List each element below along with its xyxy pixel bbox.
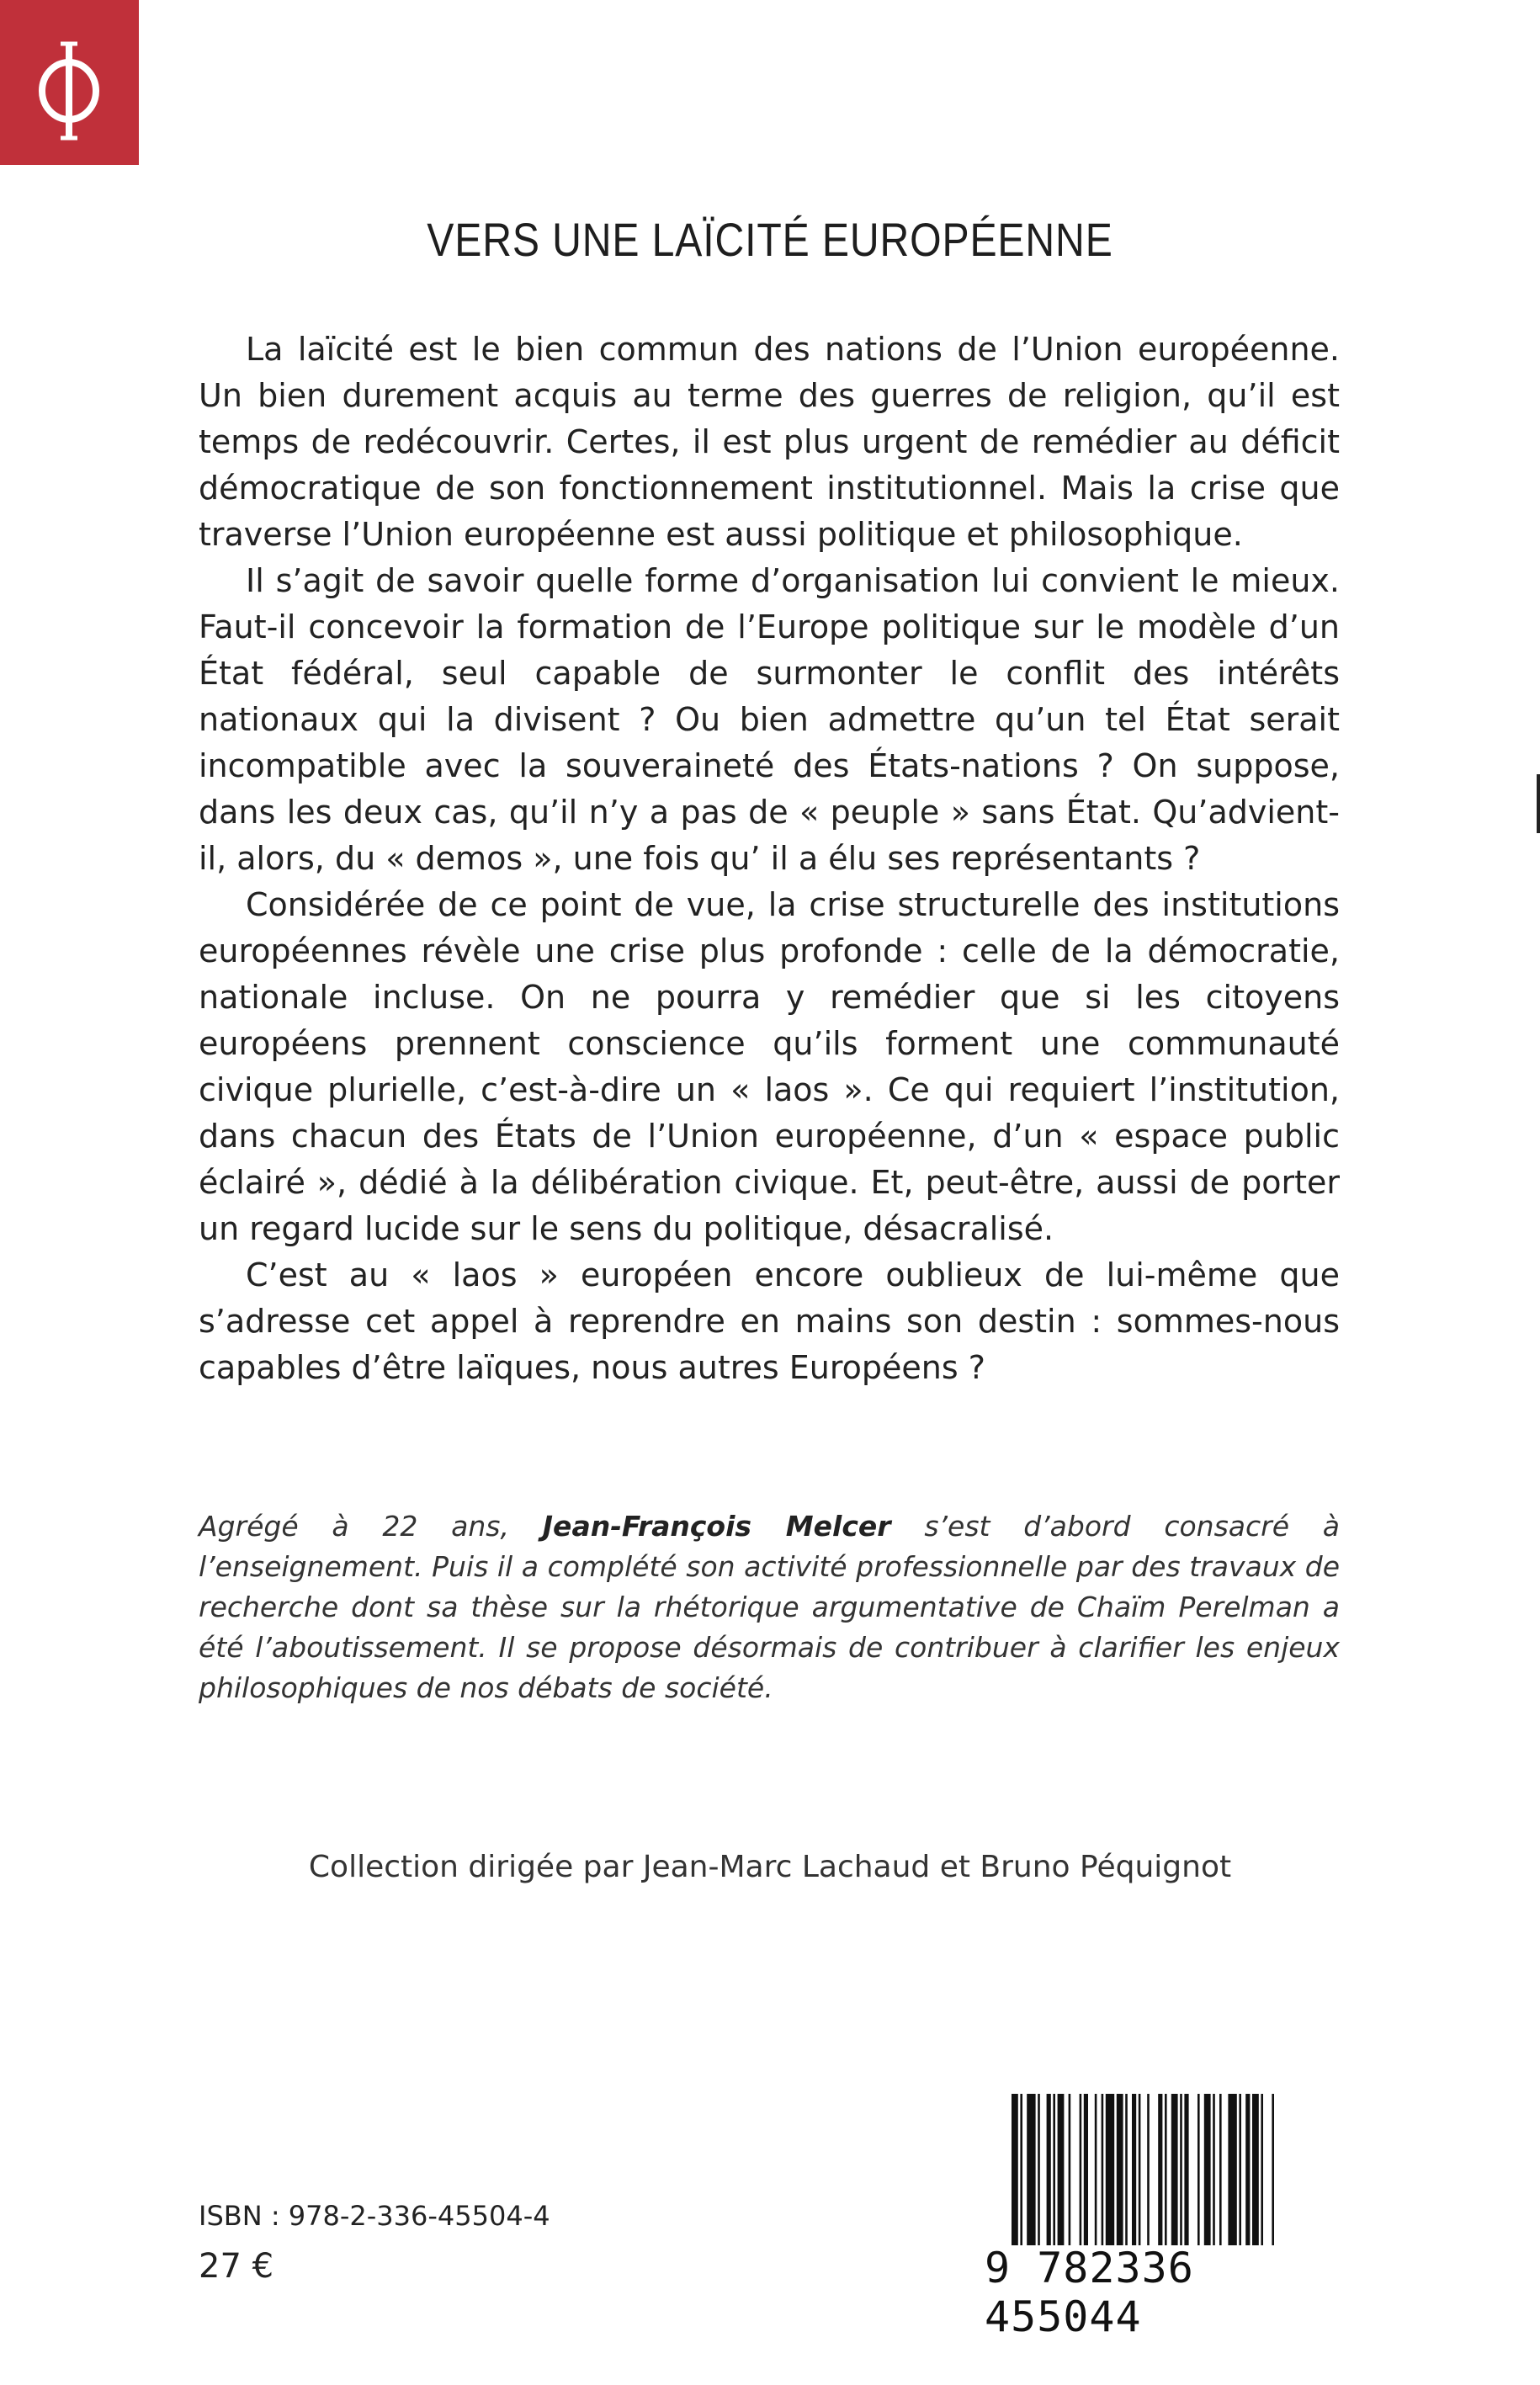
barcode-bars xyxy=(1010,2094,1346,2245)
barcode-bar xyxy=(1069,2094,1071,2245)
isbn: ISBN : 978-2-336-45504-4 xyxy=(199,2200,550,2232)
barcode-bar xyxy=(1171,2094,1178,2245)
barcode-bar xyxy=(1027,2094,1035,2245)
blurb-paragraph: C’est au « laos » européen encore oublieux de lui-même que s’adresse cet appel à reprendre en mains son destin : sommes-nous capables d’être laïques, nous autres Européens ? xyxy=(199,1256,1340,1386)
barcode-bar xyxy=(1165,2094,1167,2245)
barcode-bar xyxy=(1213,2094,1215,2245)
price: 27 € xyxy=(199,2247,274,2286)
barcode-bar xyxy=(1095,2094,1097,2245)
barcode-bar xyxy=(1106,2094,1114,2245)
publisher-logo xyxy=(0,0,139,165)
barcode-bar xyxy=(1058,2094,1065,2245)
barcode-bar xyxy=(1117,2094,1123,2245)
blurb-paragraph: Considérée de ce point de vue, la crise structurelle des institutions européennes révèle une crise plus profonde : celle de la démocratie, nationale incluse. On ne pourra y remédier que si les citoyens européens prennent conscience qu’ils forment une communauté civique plurielle, c’est-à-dire un « laos ». Ce qui requiert l’institution, dans chacun des États de l’Union européenne, d’un « espace public éclairé », dédié à la délibération civique. Et, peut-être, aussi de porter un regard lucide sur le sens du politique, désacralisé. xyxy=(199,886,1340,1247)
book-title: VERS UNE LAÏCITÉ EUROPÉENNE xyxy=(427,213,1113,266)
author-bio xyxy=(199,1506,1340,1708)
barcode-bar xyxy=(1219,2094,1222,2245)
barcode-bar xyxy=(1245,2094,1250,2245)
blurb-paragraph: Il s’agit de savoir quelle forme d’organisation lui convient le mieux. Faut-il concevoir la formation de l’Europe politique sur le modèle d’un État fédéral, seul capable de surmonter le conflit des intérêts nationaux qui la divisent ? Ou bien admettre qu’un tel État serait incompatible avec la souveraineté des États-nations ? On suppose, dans les deux cas, qu’il n’y a pas de « peuple » sans État. Qu’advient-il, alors, du « demos », une fois qu’ il a élu ses représentants ? xyxy=(199,562,1340,877)
barcode-bar xyxy=(1147,2094,1150,2245)
barcode-bar xyxy=(1228,2094,1236,2245)
barcode-bar xyxy=(1132,2094,1136,2245)
barcode-bar xyxy=(1184,2094,1188,2245)
barcode-bar xyxy=(1261,2094,1263,2245)
barcode-bar xyxy=(1102,2094,1104,2245)
barcode-bar xyxy=(1204,2094,1211,2245)
blurb-paragraph: La laïcité est le bien commun des nations de l’Union européenne. Un bien durement acquis au terme des guerres de religion, qu’il est temps de redécouvrir. Certes, il est plus urgent de remédier au déficit démocratique de son fonctionnement institutionnel. Mais la crise que traverse l’Union européenne est aussi politique et philosophique. xyxy=(199,331,1340,553)
barcode-bar xyxy=(1020,2094,1022,2245)
phi-logo-icon xyxy=(0,0,139,165)
barcode-bar xyxy=(1053,2094,1055,2245)
barcode-bar xyxy=(1084,2094,1088,2245)
barcode-bar xyxy=(1012,2094,1018,2245)
barcode-bar xyxy=(1038,2094,1040,2245)
barcode-bar xyxy=(1272,2094,1274,2245)
barcode-bar xyxy=(1139,2094,1141,2245)
back-cover-blurb xyxy=(199,327,1340,1391)
barcode-bar xyxy=(1158,2094,1162,2245)
barcode-bar xyxy=(1080,2094,1082,2245)
barcode-bar xyxy=(1125,2094,1128,2245)
author-bio-prefix: Agrégé à 22 ans, xyxy=(199,1510,509,1543)
barcode-bar xyxy=(1197,2094,1200,2245)
barcode-bar xyxy=(1180,2094,1182,2245)
collection-editors: Collection dirigée par Jean-Marc Lachaud et Bruno Péquignot xyxy=(308,1850,1232,1884)
author-name: Jean-François Melcer xyxy=(542,1510,891,1543)
barcode-bar xyxy=(1047,2094,1051,2245)
barcode-digits: 9 782336 455044 xyxy=(985,2244,1194,2341)
author-bio-text: s’est d’abord consacré à l’enseignement. Puis il a complété son activité professionnelle par des travaux de recherche dont sa thèse sur la rhétorique argumentative de Chaïm Perelman a été l’aboutissement. Il se propose désormais de contribuer à clarifier les enjeux philosophiques de nos débats de société. xyxy=(199,1510,1340,1704)
edge-mark xyxy=(1537,774,1540,833)
barcode-bar xyxy=(1252,2094,1259,2245)
barcode-bar xyxy=(1239,2094,1241,2245)
